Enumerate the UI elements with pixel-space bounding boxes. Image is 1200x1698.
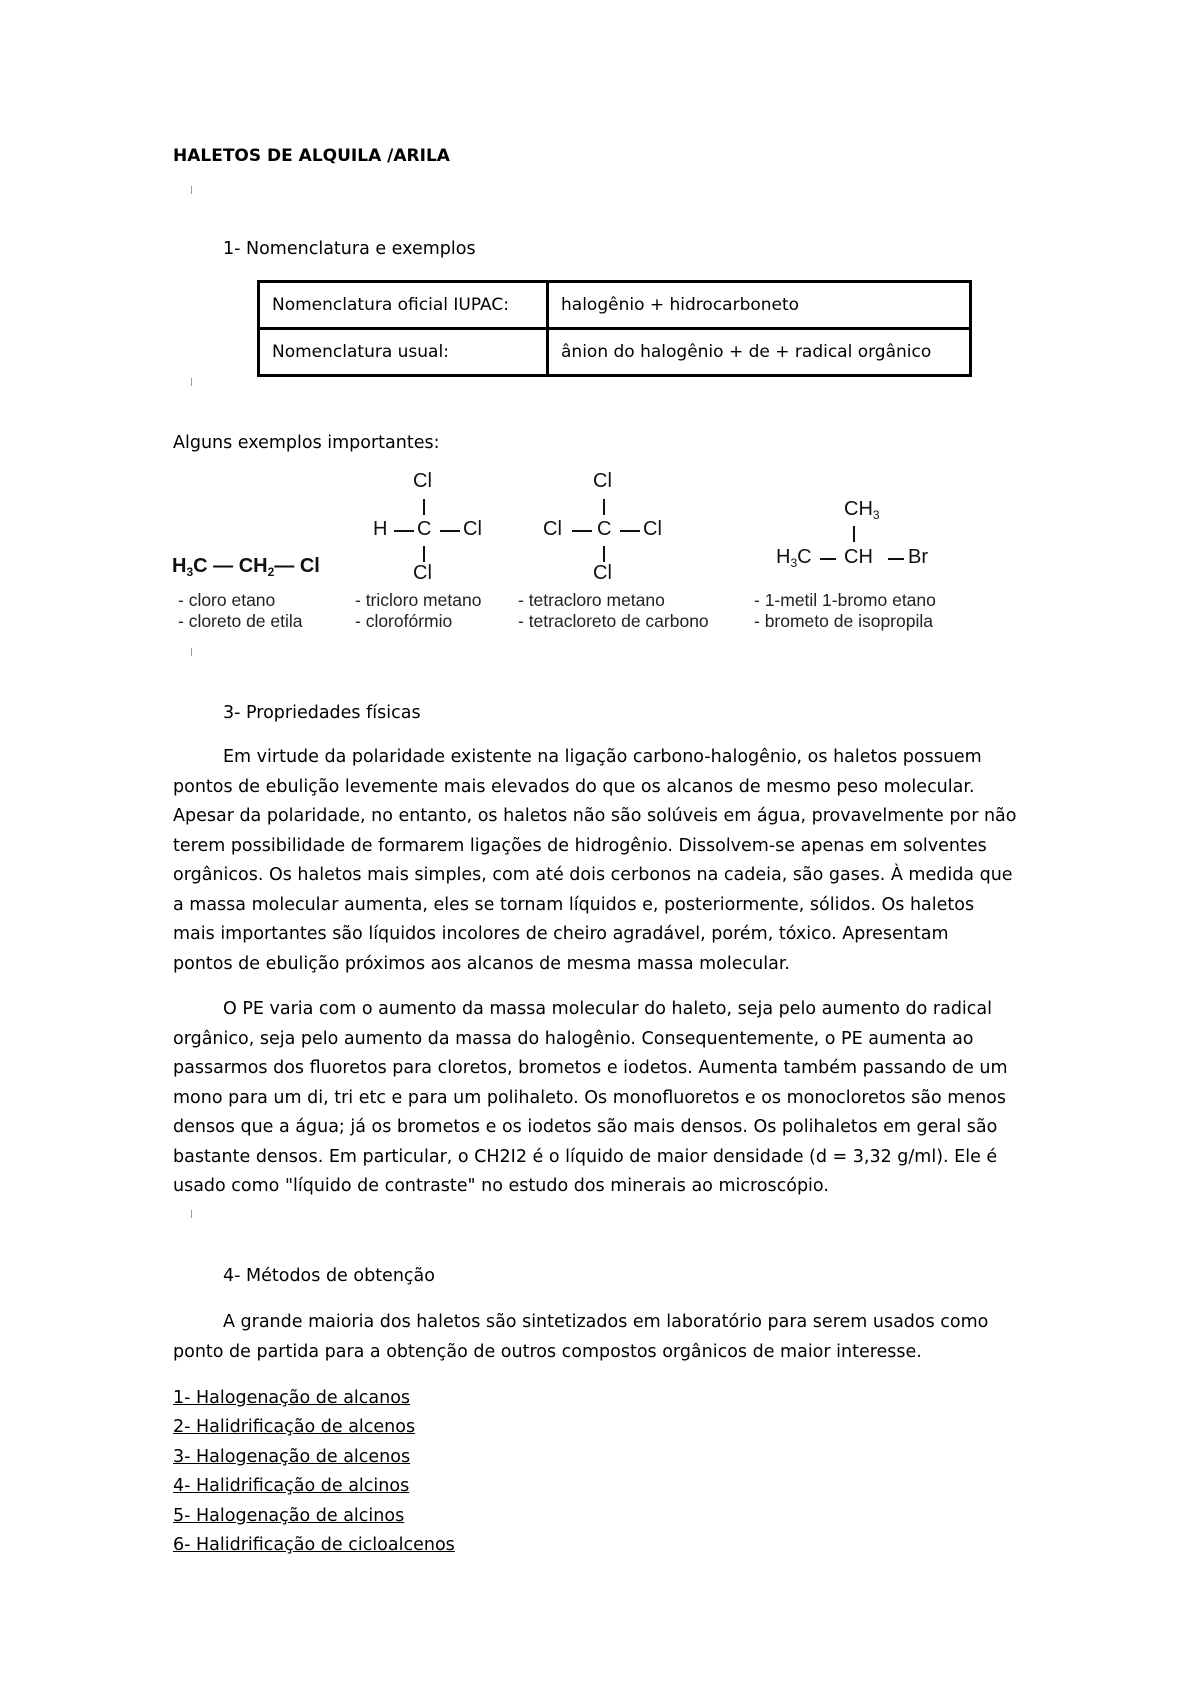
text-line: O PE varia com o aumento da massa molecular do haleto, seja pelo aumento do radical bbox=[223, 999, 993, 1019]
molecule-trichloromethane bbox=[355, 470, 505, 630]
table-cell: halogênio + hidrocarboneto bbox=[548, 282, 971, 329]
nomenclature-table bbox=[257, 280, 972, 377]
text-line: pontos de ebulição próximos aos alcanos de mesma massa molecular. bbox=[173, 953, 790, 974]
text-line: mono para um di, tri etc e para um polihaleto. Os monofluoretos e os monocloretos são menos bbox=[173, 1087, 1007, 1108]
text-line: Em virtude da polaridade existente na ligação carbono-halogênio, os haletos possuem bbox=[223, 747, 982, 767]
text-line: a massa molecular aumenta, eles se tornam líquidos e, posteriormente, sólidos. Os haletos bbox=[173, 894, 975, 915]
paragraph-physical-properties-1 bbox=[173, 743, 1053, 979]
method-list-item: 2- Halidrificação de alcenos bbox=[173, 1417, 416, 1437]
bond bbox=[423, 546, 425, 562]
text-line: terem possibilidade de formarem ligações de hidrogênio. Dissolvem-se apenas em solventes bbox=[173, 835, 987, 856]
text-line: bastante densos. Em particular, o CH2I2 é o líquido de maior densidade (d = 3,32 g/ml). Ele é bbox=[173, 1146, 998, 1167]
bond bbox=[394, 530, 414, 532]
atom-label: Cl bbox=[463, 518, 482, 540]
molecule-caption: - clorofórmio bbox=[355, 611, 453, 631]
molecule-caption: - 1-metil 1-bromo etano bbox=[754, 590, 936, 610]
text-line: orgânicos. Os haletos mais simples, com até dois cerbonos na cadeia, são gases. À medida que bbox=[173, 865, 1013, 885]
structural-formula: $H_3C$ — $CH_2—$ Cl bbox=[172, 555, 320, 579]
section-heading-methods: 4- Métodos de obtenção bbox=[223, 1266, 435, 1286]
formatting-mark bbox=[191, 378, 192, 386]
section-heading-physical-properties: 3- Propriedades físicas bbox=[223, 703, 421, 723]
molecule-tetrachloromethane bbox=[518, 470, 728, 630]
bond bbox=[620, 530, 640, 532]
atom-label: $CH_3$ bbox=[844, 498, 880, 522]
molecule-caption: - cloro etano bbox=[178, 590, 276, 610]
method-list-item: 4- Halidrificação de alcinos bbox=[173, 1476, 410, 1496]
molecule-caption: - tetracloro metano bbox=[518, 590, 665, 610]
method-list-item: 1- Halogenação de alcanos bbox=[173, 1388, 411, 1408]
text-line: densos que a água; já os brometos e os iodetos são mais densos. Os polihaletos em geral são bbox=[173, 1117, 998, 1137]
atom-label: Br bbox=[908, 546, 928, 568]
text-line: ponto de partida para a obtenção de outros compostos orgânicos de maior interesse. bbox=[173, 1341, 922, 1362]
bond bbox=[572, 530, 592, 532]
molecule-caption: - brometo de isopropila bbox=[754, 611, 933, 631]
molecule-caption: - tricloro metano bbox=[355, 590, 482, 610]
molecule-caption: - cloreto de etila bbox=[178, 611, 303, 631]
section-heading-nomenclature: 1- Nomenclatura e exemplos bbox=[223, 239, 476, 259]
text-line: Apesar da polaridade, no entanto, os haletos não são solúveis em água, provavelmente por não bbox=[173, 806, 1017, 826]
atom-label: C bbox=[417, 518, 432, 540]
text-line: A grande maioria dos haletos são sintetizados em laboratório para serem usados como bbox=[223, 1312, 989, 1332]
text-line: orgânico, seja pelo aumento da massa do halogênio. Consequentemente, o PE aumenta ao bbox=[173, 1028, 974, 1049]
atom-label: Cl bbox=[413, 470, 432, 492]
examples-label: Alguns exemplos importantes: bbox=[173, 433, 440, 453]
bond bbox=[603, 546, 605, 562]
paragraph-physical-properties-2 bbox=[173, 995, 1053, 1202]
bond bbox=[820, 558, 836, 560]
text-line: pontos de ebulição levemente mais elevados do que os alcanos de mesmo peso molecular. bbox=[173, 776, 975, 797]
atom-label: H bbox=[373, 518, 388, 540]
table-cell: ânion do halogênio + de + radical orgânico bbox=[548, 329, 971, 376]
table-cell: Nomenclatura usual: bbox=[259, 329, 548, 376]
formatting-mark bbox=[191, 186, 192, 194]
atom-label: Cl bbox=[543, 518, 562, 540]
atom-label: C bbox=[597, 518, 612, 540]
atom-label: $H_3C$ bbox=[776, 546, 812, 570]
molecule-chloroethane bbox=[172, 555, 342, 635]
atom-label: Cl bbox=[593, 562, 612, 584]
table-row bbox=[259, 329, 971, 376]
atom-label: Cl bbox=[413, 562, 432, 584]
table-row bbox=[259, 282, 971, 329]
bond bbox=[423, 499, 425, 515]
bond bbox=[440, 530, 460, 532]
method-list-item: 6- Halidrificação de cicloalcenos bbox=[173, 1535, 455, 1555]
atom-label: Cl bbox=[643, 518, 662, 540]
bond bbox=[603, 499, 605, 515]
bond bbox=[888, 558, 904, 560]
page-title: HALETOS DE ALQUILA /ARILA bbox=[173, 146, 450, 166]
table-cell: Nomenclatura oficial IUPAC: bbox=[259, 282, 548, 329]
text-line: usado como "líquido de contraste" no estudo dos minerais ao microscópio. bbox=[173, 1176, 829, 1196]
method-list-item: 3- Halogenação de alcenos bbox=[173, 1447, 411, 1467]
text-line: passarmos dos fluoretos para cloretos, brometos e iodetos. Aumenta também passando de um bbox=[173, 1058, 1008, 1078]
molecule-caption: - tetracloreto de carbono bbox=[518, 611, 709, 631]
atom-label: Cl bbox=[593, 470, 612, 492]
method-list-item: 5- Halogenação de alcinos bbox=[173, 1506, 405, 1526]
atom-label: CH bbox=[844, 546, 873, 568]
formatting-mark bbox=[191, 648, 192, 656]
formatting-mark bbox=[191, 1210, 192, 1218]
text-line: mais importantes são líquidos incolores de cheiro agradável, porém, tóxico. Apresentam bbox=[173, 924, 949, 944]
molecule-isopropyl-bromide bbox=[752, 498, 972, 633]
bond bbox=[853, 526, 855, 542]
paragraph-methods bbox=[173, 1308, 1053, 1367]
